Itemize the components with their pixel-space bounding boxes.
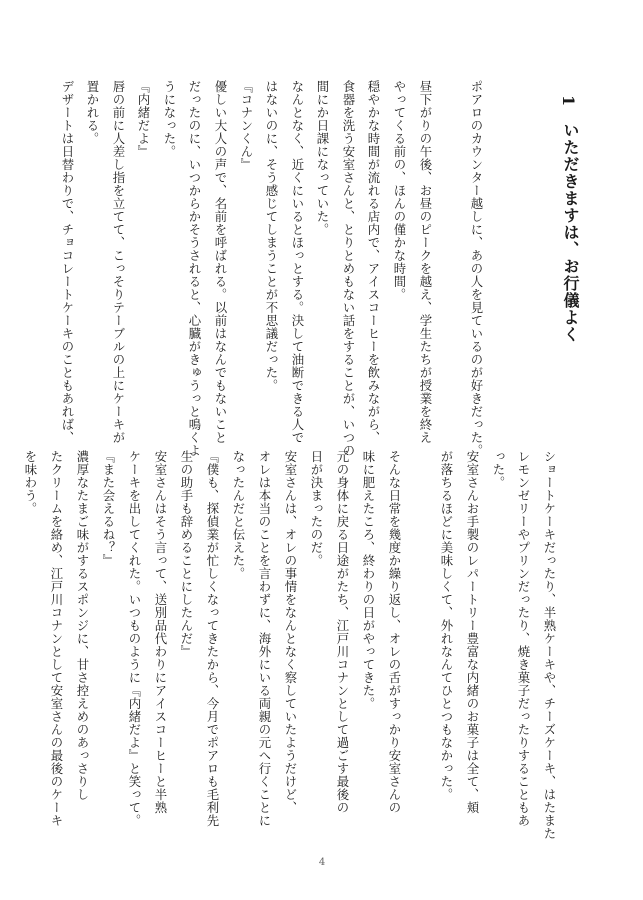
text-column: 安室さんお手製のレパートリー豊富な内緒のお菓子は全て、頬 [465,450,480,814]
text-column: 昼下がりの午後、お昼のピークを越え、学生たちが授業を終え [418,80,433,444]
text-column: 味に肥えたころ、終わりの日がやってきた。 [361,450,376,710]
text-column: 優しい大人の声で、名前を呼ばれる。以前はなんでもないこと [213,80,228,444]
text-column: 安室さんはそう言って、送別品代わりにアイスコーヒーと半熟 [153,450,168,814]
text-column: 『僕も、探偵業が忙しくなってきたから、今月でポアロも毛利先 [205,450,220,827]
text-column: 唇の前に人差し指を立てて、こっそりテーブルの上にケーキが [111,80,126,444]
text-column: だったのに、いつからかそうされると、心臓がきゅうっと鳴くよ [187,80,202,457]
text-column: った。 [491,450,506,489]
text-column: はないのに、そう感じてしまうことが不思議だった。 [264,80,279,392]
text-column: たクリームを絡め、江戸川コナンとして安室さんの最後のケーキ [49,450,64,827]
text-column: ポアロのカウンター越しに、あの人を見ているのが好きだった。 [469,80,484,457]
text-column: 『コナンくん』 [239,80,254,171]
page-number: 4 [318,857,326,868]
text-column: 『内緒だよ』 [136,80,151,158]
text-column: 穏やかな時間が流れる店内で、アイスコーヒーを飲みながら、 [366,80,381,444]
text-column: 間にか日課になっていた。 [315,80,330,236]
text-column: 元の身体に戻る日途がたち、江戸川コナンとして過ごす最後の [335,450,350,814]
chapter-number: 1 [559,95,578,108]
text-column: なったんだと伝えた。 [231,450,246,580]
text-column: 濃厚なたまご味がするスポンジに、甘さ控えめのあっさりし [75,450,90,801]
text-column: 日が決まったのだ。 [309,450,324,567]
text-column: 『また会えるね？』 [101,450,116,567]
text-column: 食器を洗う安室さんと、とりとめもない話をすることが、いつの [341,80,356,457]
text-column: レモンゼリーやプリンだったり、焼き菓子だったりすることもあ [516,450,531,827]
text-column: やってくる前の、ほんの僅かな時間。 [392,80,407,301]
text-column: オレは本当のことを言わずに、海外にいる両親の元へ行くことに [257,450,272,827]
text-column: 置かれる。 [85,80,100,145]
text-column: 生の助手も辞めることにしたんだ』 [179,450,194,658]
text-column: ショートケーキだったり、半熟ケーキや、チーズケーキ、はたまた [542,450,557,840]
text-column: そんな日常を幾度か繰り返し、オレの舌がすっかり安室さんの [387,450,402,814]
text-column: デザートは日替わりで、チョコレートケーキのこともあれば、 [60,80,75,444]
text-column: が落ちるほどに美味しくて、外れなんてひとつもなかった。 [439,450,454,801]
chapter-title: いただきますは、お行儀よく [561,122,580,343]
text-column: なんとなく、近くにいるとほっとする。決して油断できる人で [290,80,305,444]
text-column: ケーキを出してくれた。いつものように『内緒だよ』と笑って。 [127,450,142,827]
text-column: うになった。 [162,80,177,158]
text-column: を味わう。 [23,450,38,515]
text-column: 安室さんは、オレの事情をなんとなく察していたようだけど、 [283,450,298,814]
